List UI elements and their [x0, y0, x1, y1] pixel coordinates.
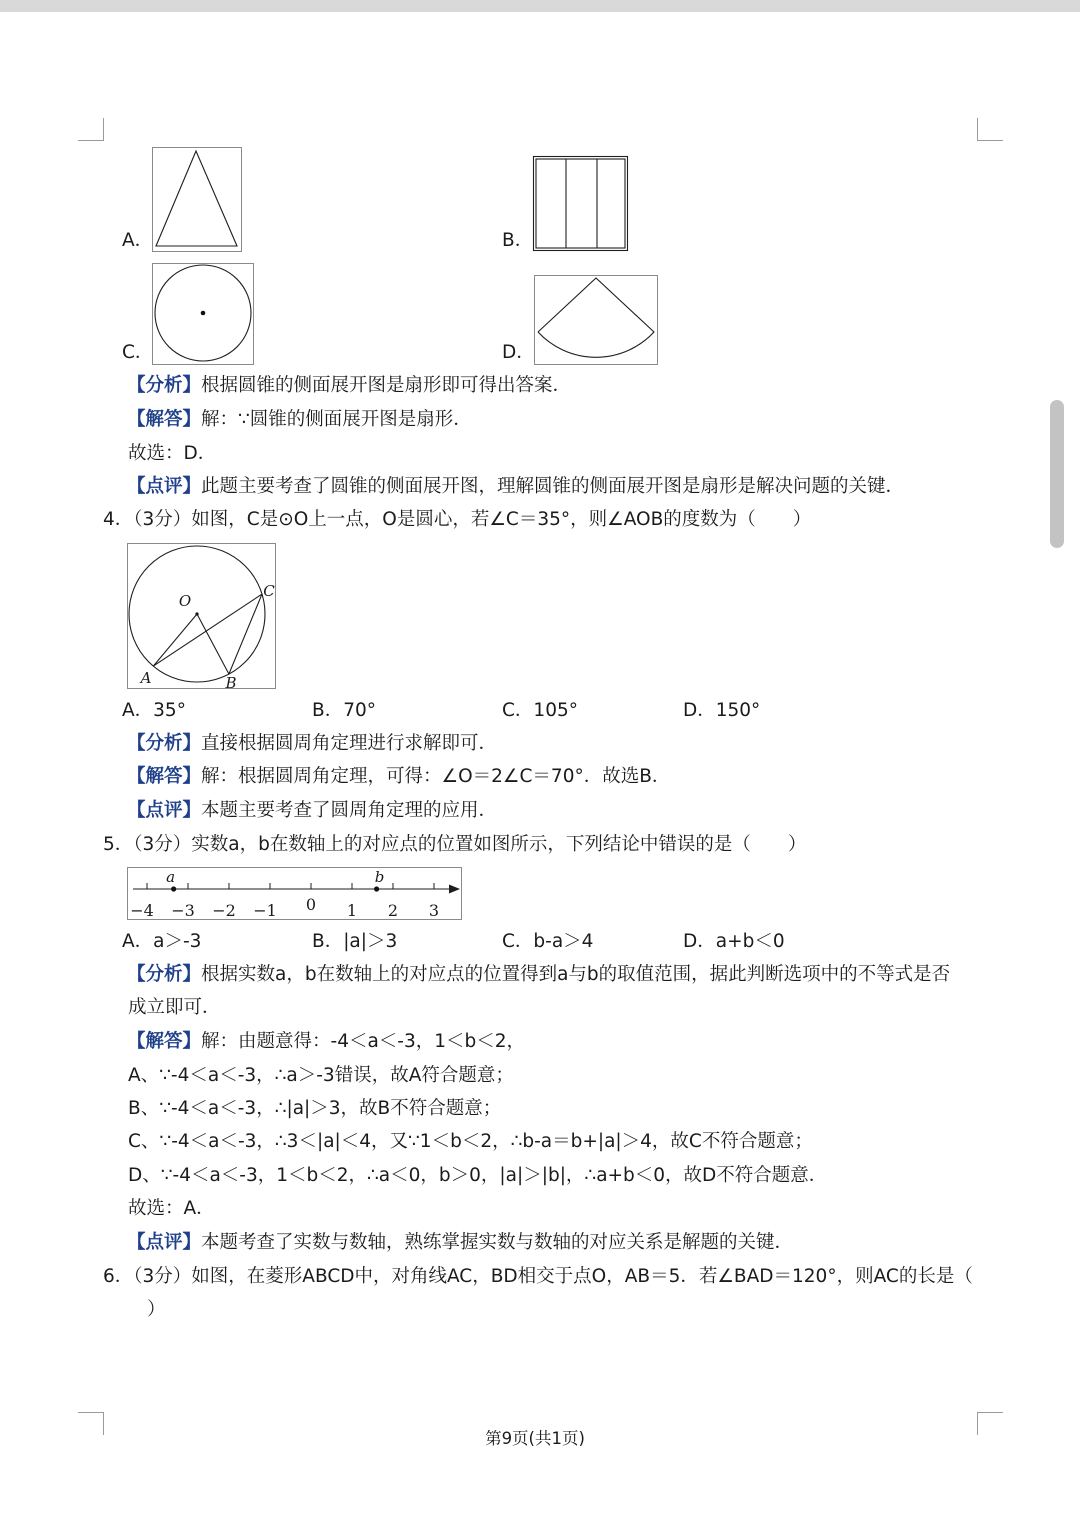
q5-choice: 故选：A． [128, 1198, 215, 1219]
label-o: O [178, 592, 192, 610]
q3-answer [127, 408, 472, 432]
q3-option-c-label: C． [122, 342, 154, 363]
q4-option-b: B．70° [312, 700, 376, 721]
analysis-text: 直接根据圆周角定理进行求解即可． [201, 733, 498, 754]
viewer-top-bar [0, 0, 1080, 12]
q5-answer-step-d: D、∵-4＜a＜-3，1＜b＜2，∴a＜0，b＞0，|a|＞|b|，∴a+b＜0，故D不符合题意． [128, 1165, 828, 1186]
q6-stem: 6．（3分）如图，在菱形ABCD中，对角线AC，BD相交于点O，AB＝5．若∠BAD＝120°，则AC的长是（ [103, 1266, 973, 1287]
figure-frame [153, 148, 242, 252]
comment-text: 本题考查了实数与数轴，熟练掌握实数与数轴的对应关系是解题的关键． [201, 1232, 794, 1253]
number-line-tick-label: 0 [305, 895, 317, 914]
q4-circle-figure [127, 543, 276, 692]
answer-tag: 【解答】 [127, 766, 202, 787]
segment-ob [197, 614, 229, 674]
comment-tag: 【点评】 [127, 800, 202, 821]
sector-shape [538, 278, 654, 357]
number-line-point-b [374, 886, 379, 891]
comment-text: 本题主要考查了圆周角定理的应用． [201, 800, 498, 821]
number-line-tick-label: −2 [212, 901, 236, 920]
q3-option-a-figure [152, 147, 242, 252]
center-point-o [195, 612, 198, 615]
number-line-point-a [171, 886, 176, 891]
q5-answer-step-c: C、∵-4＜a＜-3，∴3＜|a|＜4，又∵1＜b＜2，∴b-a＝b+|a|＞4，故C不符合题意； [128, 1131, 813, 1152]
number-line-point-label: b [374, 868, 385, 886]
q5-analysis [127, 963, 950, 987]
q3-analysis [127, 374, 571, 398]
number-line-tick-label: 1 [346, 901, 358, 920]
number-line-tick-label: −4 [130, 901, 154, 920]
label-a: A [140, 669, 152, 687]
q3-option-d-figure [534, 275, 658, 365]
number-line-tick-label: −1 [253, 901, 277, 920]
answer-tag: 【解答】 [127, 1031, 202, 1052]
circle-center-dot [201, 311, 206, 316]
q3-option-a-label: A． [122, 230, 154, 251]
answer-text: 解：∵圆锥的侧面展开图是扇形． [201, 409, 472, 430]
label-b: B [225, 674, 237, 692]
analysis-tag: 【分析】 [127, 964, 202, 985]
q4-option-a: A．35° [122, 700, 186, 721]
q4-stem: 4．（3分）如图，C是⊙O上一点，O是圆心，若∠C＝35°，则∠AOB的度数为（ ） [103, 509, 812, 530]
analysis-tag: 【分析】 [127, 375, 202, 396]
q5-option-a: A．a＞-3 [122, 931, 202, 952]
q3-option-b-figure [533, 156, 628, 251]
number-line-arrowhead [449, 885, 460, 894]
answer-text: 解：由题意得：-4＜a＜-3，1＜b＜2， [201, 1031, 526, 1052]
q3-option-c-figure [152, 263, 254, 365]
q5-answer [127, 1030, 525, 1054]
q3-option-b-label: B． [502, 230, 534, 251]
q3-choice: 故选：D． [128, 443, 217, 464]
q3-comment [127, 475, 904, 499]
q5-analysis-continued: 成立即可． [128, 997, 221, 1018]
q5-stem: 5．（3分）实数a，b在数轴上的对应点的位置如图所示，下列结论中错误的是（ ） [103, 834, 807, 855]
q4-comment [127, 799, 497, 823]
page-corner-mark-bottom-right [977, 1412, 1003, 1435]
q4-option-d: D．150° [683, 700, 761, 721]
q5-option-c: C．b-a＞4 [502, 931, 594, 952]
q5-number-line-figure [127, 867, 462, 920]
comment-tag: 【点评】 [127, 1232, 202, 1253]
q5-comment [127, 1231, 793, 1255]
answer-tag: 【解答】 [127, 409, 202, 430]
q4-analysis [127, 732, 497, 756]
comment-text: 此题主要考查了圆锥的侧面展开图，理解圆锥的侧面展开图是扇形是解决问题的关键． [201, 476, 905, 497]
number-line-tick-label: −3 [171, 901, 195, 920]
triangle-shape [156, 151, 237, 246]
segment-ao [153, 614, 197, 666]
page-corner-mark-top-left [78, 118, 104, 141]
number-line-point-label: a [166, 868, 176, 886]
analysis-text: 根据实数a，b在数轴上的对应点的位置得到a与b的取值范围，据此判断选项中的不等式是否 [201, 964, 951, 985]
q4-answer [127, 765, 670, 789]
q5-option-d: D．a+b＜0 [683, 931, 785, 952]
comment-tag: 【点评】 [127, 476, 202, 497]
q3-option-d-label: D． [502, 342, 535, 363]
figure-frame [535, 276, 658, 365]
rectangle-inner [536, 159, 625, 248]
page-footer: 第9页(共1页) [485, 1429, 585, 1448]
q5-option-b: B．|a|＞3 [312, 931, 398, 952]
q5-answer-step-a: A、∵-4＜a＜-3，∴a＞-3错误，故A符合题意； [128, 1065, 514, 1086]
segment-ac [153, 594, 262, 666]
analysis-text: 根据圆锥的侧面展开图是扇形即可得出答案． [201, 375, 572, 396]
label-c: C [263, 582, 275, 600]
rectangle-outer [534, 157, 628, 251]
q6-stem-continued: ） [147, 1299, 166, 1320]
analysis-tag: 【分析】 [127, 733, 202, 754]
page-corner-mark-bottom-left [78, 1412, 104, 1435]
q5-answer-step-b: B、∵-4＜a＜-3，∴|a|＞3，故B不符合题意； [128, 1098, 502, 1119]
q4-option-c: C．105° [502, 700, 578, 721]
number-line-tick-label: 2 [387, 901, 399, 920]
vertical-scrollbar[interactable] [1050, 400, 1064, 548]
page-corner-mark-top-right [977, 118, 1003, 141]
number-line-tick-label: 3 [428, 901, 440, 920]
answer-text: 解：根据圆周角定理，可得：∠O＝2∠C＝70°．故选B． [201, 766, 671, 787]
